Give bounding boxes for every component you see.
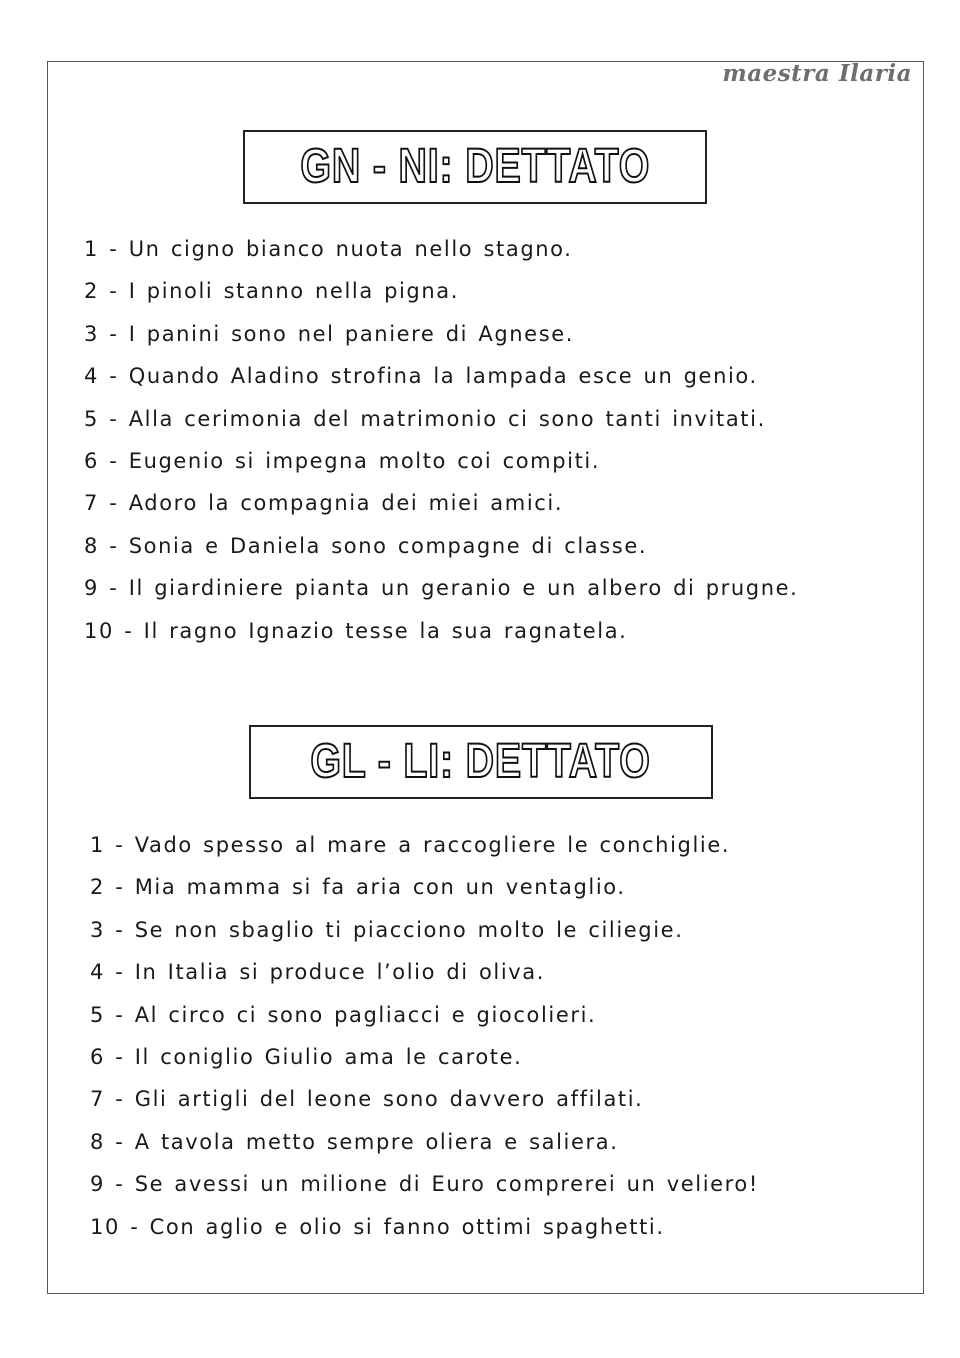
dictation-list-gn-ni — [84, 234, 798, 658]
item-number: 6 — [90, 1044, 105, 1069]
item-number: 7 — [84, 491, 99, 516]
list-item: 5 - Alla cerimonia del matrimonio ci sono tanti invitati. — [84, 406, 766, 431]
item-number: 8 — [90, 1129, 105, 1154]
list-item: 6 - Il coniglio Giulio ama le carote. — [90, 1044, 523, 1069]
item-text: Eugenio si impegna molto coi compiti. — [128, 448, 601, 473]
item-number: 7 — [90, 1087, 105, 1112]
item-number: 4 — [84, 364, 99, 389]
list-item: 1 - Vado spesso al mare a raccogliere le conchiglie. — [90, 833, 731, 857]
item-number: 1 — [90, 833, 105, 857]
list-item: 1 - Un cigno bianco nuota nello stagno. — [84, 237, 573, 261]
item-number: 9 — [84, 576, 99, 601]
list-item: 8 - A tavola metto sempre oliera e saliera. — [90, 1129, 619, 1154]
item-number: 3 — [90, 917, 105, 942]
item-number: 5 — [90, 1002, 105, 1027]
item-text: I panini sono nel paniere di Agnese. — [128, 321, 575, 346]
item-text: Vado spesso al mare a raccogliere le conchiglie. — [134, 833, 731, 857]
list-item: 9 - Il giardiniere pianta un geranio e un albero di prugne. — [84, 576, 799, 601]
item-text: Mia mamma si fa aria con un ventaglio. — [134, 875, 626, 900]
item-number: 2 — [90, 875, 105, 900]
item-text: Il giardiniere pianta un geranio e un albero di prugne. — [128, 576, 799, 601]
section-title: GN - NI: DETTATO — [300, 140, 650, 193]
list-item: 4 - In Italia si produce l’olio di oliva. — [90, 960, 546, 985]
item-text: Se non sbaglio ti piacciono molto le ciliegie. — [134, 917, 684, 942]
section-title-box-gl-li — [249, 725, 713, 799]
item-text: Gli artigli del leone sono davvero affilati. — [134, 1087, 644, 1112]
section-title: GL - LI: DETTATO — [310, 735, 652, 788]
list-item: 4 - Quando Aladino strofina la lampada esce un genio. — [84, 364, 758, 389]
item-number: 1 — [84, 237, 99, 261]
item-number: 5 — [84, 406, 99, 431]
item-number: 8 — [84, 533, 99, 558]
list-item: 3 - Se non sbaglio ti piacciono molto le ciliegie. — [90, 917, 684, 942]
author-signature: maestra Ilaria — [722, 60, 912, 87]
item-text: In Italia si produce l’olio di oliva. — [134, 960, 546, 985]
list-item: 2 - Mia mamma si fa aria con un ventaglio. — [90, 875, 626, 900]
item-number: 10 — [90, 1214, 120, 1239]
list-item: 8 - Sonia e Daniela sono compagne di classe. — [84, 533, 648, 558]
section-title-box-gn-ni — [243, 130, 707, 204]
list-item: 3 - I panini sono nel paniere di Agnese. — [84, 321, 575, 346]
list-item: 7 - Adoro la compagnia dei miei amici. — [84, 491, 564, 516]
list-item: 10 - Il ragno Ignazio tesse la sua ragnatela. — [84, 618, 628, 643]
list-item: 2 - I pinoli stanno nella pigna. — [84, 279, 460, 304]
item-text: I pinoli stanno nella pigna. — [128, 279, 460, 304]
item-number: 3 — [84, 321, 99, 346]
dictation-list-gl-li — [90, 830, 759, 1254]
list-item: 6 - Eugenio si impegna molto coi compiti. — [84, 448, 601, 473]
item-text: A tavola metto sempre oliera e saliera. — [134, 1129, 619, 1154]
item-number: 2 — [84, 279, 99, 304]
item-number: 9 — [90, 1172, 105, 1197]
item-text: Il ragno Ignazio tesse la sua ragnatela. — [143, 618, 628, 643]
item-text: Un cigno bianco nuota nello stagno. — [128, 237, 573, 261]
item-text: Con aglio e olio si fanno ottimi spaghetti. — [149, 1214, 665, 1239]
item-text: Quando Aladino strofina la lampada esce un genio. — [128, 364, 758, 389]
item-number: 4 — [90, 960, 105, 985]
item-text: Adoro la compagnia dei miei amici. — [128, 491, 564, 516]
item-number: 6 — [84, 448, 99, 473]
item-text: Al circo ci sono pagliacci e giocolieri. — [134, 1002, 597, 1027]
list-item: 7 - Gli artigli del leone sono davvero affilati. — [90, 1087, 644, 1112]
list-item: 10 - Con aglio e olio si fanno ottimi spaghetti. — [90, 1214, 665, 1239]
item-number: 10 — [84, 618, 114, 643]
item-text: Il coniglio Giulio ama le carote. — [134, 1044, 523, 1069]
item-text: Se avessi un milione di Euro comprerei un veliero! — [134, 1172, 759, 1197]
item-text: Alla cerimonia del matrimonio ci sono tanti invitati. — [128, 406, 766, 431]
item-text: Sonia e Daniela sono compagne di classe. — [128, 533, 648, 558]
list-item: 9 - Se avessi un milione di Euro comprerei un veliero! — [90, 1172, 759, 1197]
list-item: 5 - Al circo ci sono pagliacci e giocolieri. — [90, 1002, 597, 1027]
